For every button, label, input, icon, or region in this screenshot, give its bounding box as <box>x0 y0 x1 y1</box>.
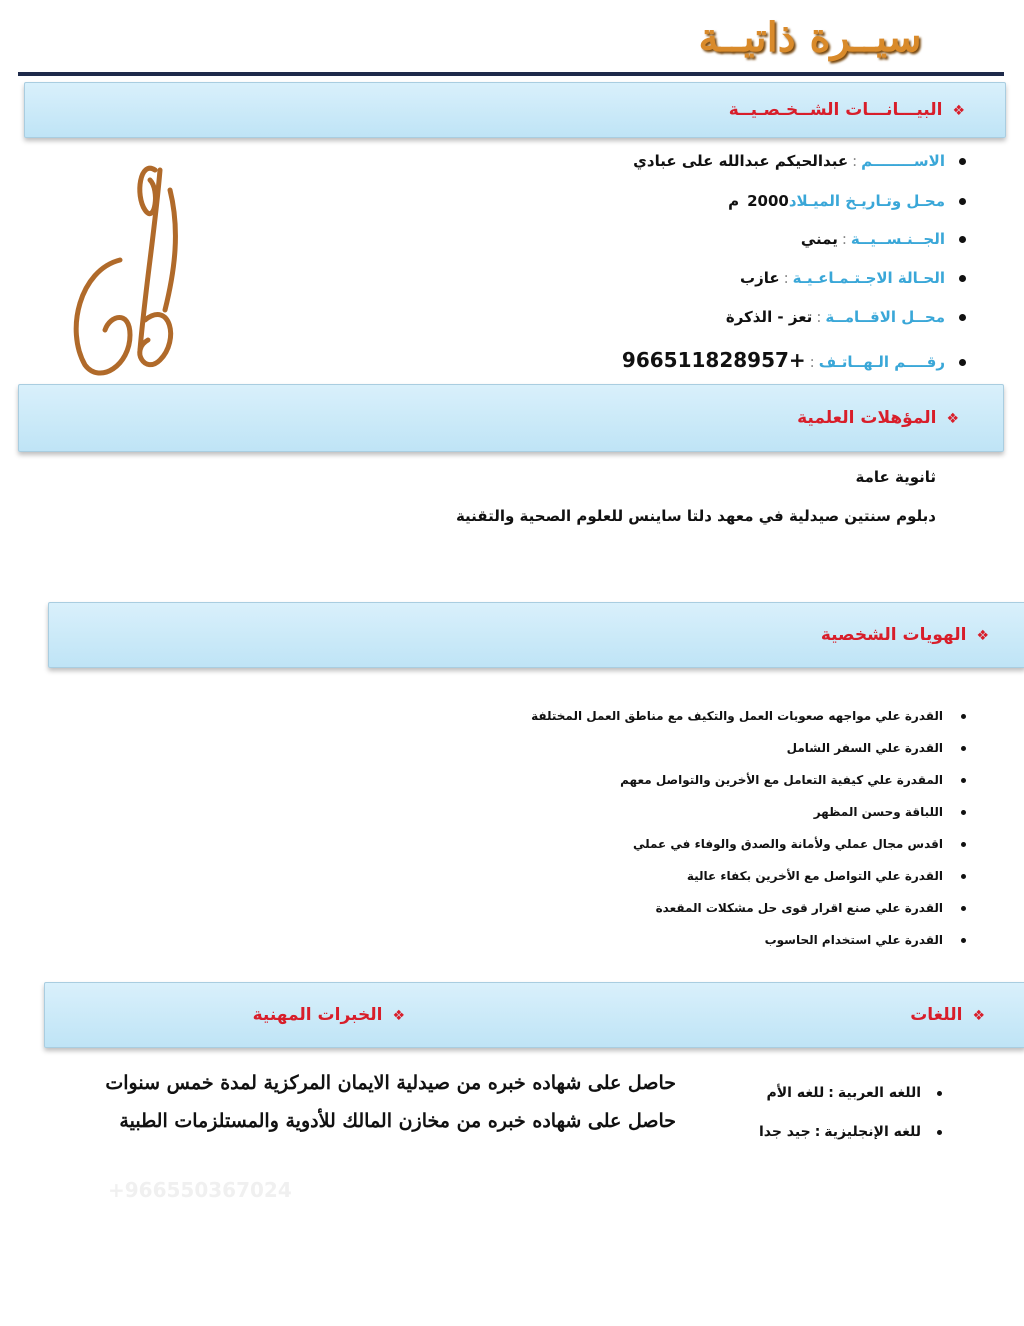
bullet-icon <box>961 810 966 815</box>
section-heading-languages: ❖اللغات <box>910 1005 985 1025</box>
bullet-icon <box>937 1130 942 1135</box>
section-heading-qualifications: ❖المؤهلات العلمية <box>797 408 959 428</box>
bullet-icon <box>961 746 966 751</box>
diamond-bullet-icon: ❖ <box>952 103 965 119</box>
personal-row-phone: رقــــم الـهــاتـف:+966511828957 <box>622 348 966 372</box>
section-bar-hobbies <box>48 602 1024 668</box>
hobby-item: اقدس مجال عملي ولأمانة والصدق والوفاء في عملي <box>633 837 966 851</box>
bullet-icon <box>961 906 966 911</box>
hobby-item: اللباقة وحسن المظهر <box>814 805 966 819</box>
language-item: اللغه العربية:للغه الأم <box>766 1085 942 1101</box>
personal-row-nationality: الجــنـســيــة:يمني <box>801 230 966 248</box>
bullet-icon <box>959 198 966 205</box>
faint-phone-number: +966550367024 <box>108 1178 292 1202</box>
diamond-bullet-icon: ❖ <box>392 1008 405 1024</box>
bullet-icon <box>961 714 966 719</box>
bullet-icon <box>959 236 966 243</box>
qualification-item: ثانوية عامة <box>855 468 936 486</box>
section-heading-experience: ❖الخبرات المهنية <box>252 1005 405 1025</box>
personal-row-residence: محــل الاقــامــة:تعز - الذكرة <box>726 308 966 326</box>
personal-row-name: الاســــــــم:عبدالحيكم عبدالله على عبادي <box>633 152 966 170</box>
bullet-icon <box>959 359 966 366</box>
personal-row-marital: الحـالة الاجـتـمـاعـيـة:عازب <box>740 269 966 287</box>
bullet-icon <box>961 778 966 783</box>
hobby-item: القدرة علي استخدام الحاسوب <box>765 933 966 947</box>
diamond-bullet-icon: ❖ <box>972 1008 985 1024</box>
diamond-bullet-icon: ❖ <box>976 628 989 644</box>
diamond-bullet-icon: ❖ <box>946 411 959 427</box>
section-heading-personal: ❖البيـــانـــات الشــخـصـيــة <box>728 100 965 120</box>
signature-icon <box>60 150 200 390</box>
bullet-icon <box>961 938 966 943</box>
section-bar-qualifications <box>18 384 1004 452</box>
page-title: سيــرة ذاتيــة <box>698 14 922 61</box>
qualification-item: دبلوم سنتين صيدلية في معهد دلتا ساينس للعلوم الصحية والتقنية <box>455 507 936 525</box>
bullet-icon <box>961 842 966 847</box>
section-heading-hobbies: ❖الهويات الشخصية <box>820 625 989 645</box>
top-divider <box>18 72 1004 76</box>
bullet-icon <box>959 314 966 321</box>
bullet-icon <box>959 275 966 282</box>
bullet-icon <box>961 874 966 879</box>
hobby-item: القدرة علي مواجهه صعوبات العمل والتكيف مع مناطق العمل المختلفة <box>531 709 966 723</box>
section-bar-languages-experience <box>44 982 1024 1048</box>
bullet-icon <box>937 1091 942 1096</box>
hobby-item: القدرة علي صنع اقرار قوى حل مشكلات المقعدة <box>656 901 966 915</box>
experience-item: حاصل على شهاده خبره من مخازن المالك للأدوية والمستلزمات الطبية <box>119 1110 676 1132</box>
hobby-item: المقدرة علي كيفية التعامل مع الأخرين والتواصل معهم <box>620 773 966 787</box>
experience-item: حاصل على شهاده خبره من صيدلية الايمان المركزية لمدة خمس سنوات <box>105 1072 676 1094</box>
hobby-item: القدرة علي التواصل مع الأخرين بكفاء عالية <box>687 869 966 883</box>
bullet-icon <box>959 158 966 165</box>
personal-row-birth: محـل وتـاريـخ الميـلاد2000م <box>728 192 966 210</box>
section-bar-personal <box>24 82 1006 138</box>
language-item: للغه الإنجليزية:جيد جدا <box>759 1124 942 1140</box>
hobby-item: القدرة علي السفر الشامل <box>787 741 966 755</box>
